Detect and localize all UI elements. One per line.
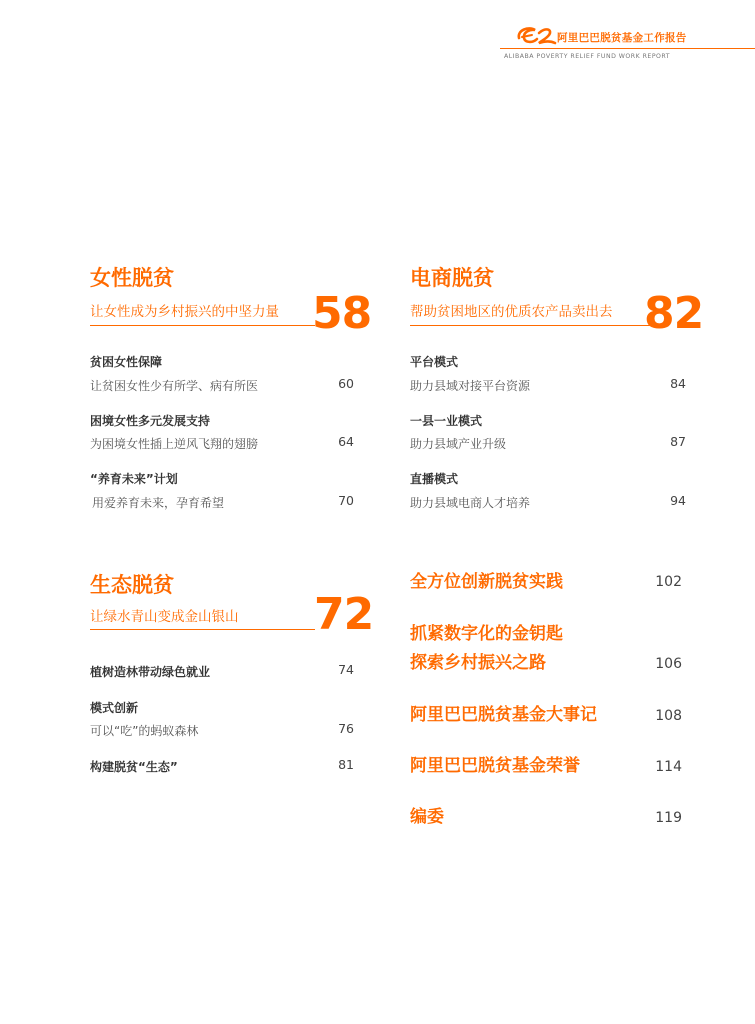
toc-entry-page[interactable]: 60 <box>338 376 354 391</box>
report-subtitle: ALIBABA POVERTY RELIEF FUND WORK REPORT <box>504 53 671 60</box>
toc-entry-page[interactable]: 84 <box>670 376 686 391</box>
alibaba-logo-icon <box>515 24 559 48</box>
chapter-title-line2[interactable]: 探索乡村振兴之路 <box>410 653 546 673</box>
report-header <box>500 22 755 66</box>
section-title: 电商脱贫 <box>410 266 494 290</box>
toc-entry-heading[interactable]: 贫困女性保障 <box>90 355 163 369</box>
chapter-title[interactable]: 阿里巴巴脱贫基金大事记 <box>410 705 597 725</box>
section-women-poverty <box>90 264 370 524</box>
toc-entry-heading[interactable]: 构建脱贫“生态” <box>90 760 178 774</box>
toc-entry-description: 助力县域电商人才培养 <box>410 496 531 510</box>
chapter-title[interactable]: 阿里巴巴脱贫基金荣誉 <box>410 756 580 776</box>
toc-entry-heading[interactable]: 植树造林带动绿色就业 <box>90 665 211 679</box>
toc-entry-heading[interactable]: “养育未来”计划 <box>90 472 178 486</box>
chapter-page[interactable]: 106 <box>655 656 682 672</box>
section-subtitle: 让绿水青山变成金山银山 <box>90 609 239 625</box>
toc-entry-heading[interactable]: 困境女性多元发展支持 <box>90 414 211 428</box>
section-page-number[interactable]: 82 <box>644 288 704 339</box>
toc-entry-page[interactable]: 94 <box>670 493 686 508</box>
section-page-number[interactable]: 58 <box>312 288 372 339</box>
toc-entry-page[interactable]: 81 <box>338 757 354 772</box>
toc-entry-description: 助力县域产业升级 <box>410 437 507 451</box>
section-ecology-poverty <box>90 571 374 791</box>
toc-entry-heading[interactable]: 一县一业模式 <box>410 414 483 428</box>
toc-entry-page[interactable]: 64 <box>338 434 354 449</box>
chapter-page[interactable]: 102 <box>655 574 682 590</box>
section-page-number[interactable]: 72 <box>314 589 374 640</box>
chapter-title[interactable]: 抓紧数字化的金钥匙 <box>410 624 563 644</box>
section-divider <box>410 325 650 326</box>
chapter-page[interactable]: 108 <box>655 708 682 724</box>
section-title: 女性脱贫 <box>90 266 174 290</box>
toc-entry-heading[interactable]: 直播模式 <box>410 472 459 486</box>
section-divider <box>90 629 315 630</box>
section-divider <box>90 325 315 326</box>
toc-entry-page[interactable]: 70 <box>338 493 354 508</box>
chapter-page[interactable]: 119 <box>655 810 682 826</box>
toc-entry-description: 让贫困女性少有所学、病有所医 <box>90 379 259 393</box>
section-subtitle: 帮助贫困地区的优质农产品卖出去 <box>410 304 613 320</box>
toc-entry-heading[interactable]: 模式创新 <box>90 701 139 715</box>
section-ecommerce-poverty <box>410 264 710 524</box>
header-divider <box>500 48 755 49</box>
section-subtitle: 让女性成为乡村振兴的中坚力量 <box>90 304 279 320</box>
chapter-page[interactable]: 114 <box>655 759 682 775</box>
toc-entry-description: 为困境女性插上逆风飞翔的翅膀 <box>90 437 259 451</box>
section-title: 生态脱贫 <box>90 573 174 597</box>
toc-entry-page[interactable]: 87 <box>670 434 686 449</box>
toc-entry-heading[interactable]: 平台模式 <box>410 355 459 369</box>
report-title: 阿里巴巴脱贫基金工作报告 <box>557 32 687 44</box>
toc-entry-description: 可以“吃”的蚂蚁森林 <box>90 724 199 738</box>
chapter-title[interactable]: 编委 <box>410 807 444 827</box>
toc-entry-description: 用爱养育未来，孕育希望 <box>92 496 225 510</box>
chapter-title[interactable]: 全方位创新脱贫实践 <box>410 572 563 592</box>
toc-entry-description: 助力县域对接平台资源 <box>410 379 531 393</box>
toc-entry-page[interactable]: 74 <box>338 662 354 677</box>
toc-entry-page[interactable]: 76 <box>338 721 354 736</box>
